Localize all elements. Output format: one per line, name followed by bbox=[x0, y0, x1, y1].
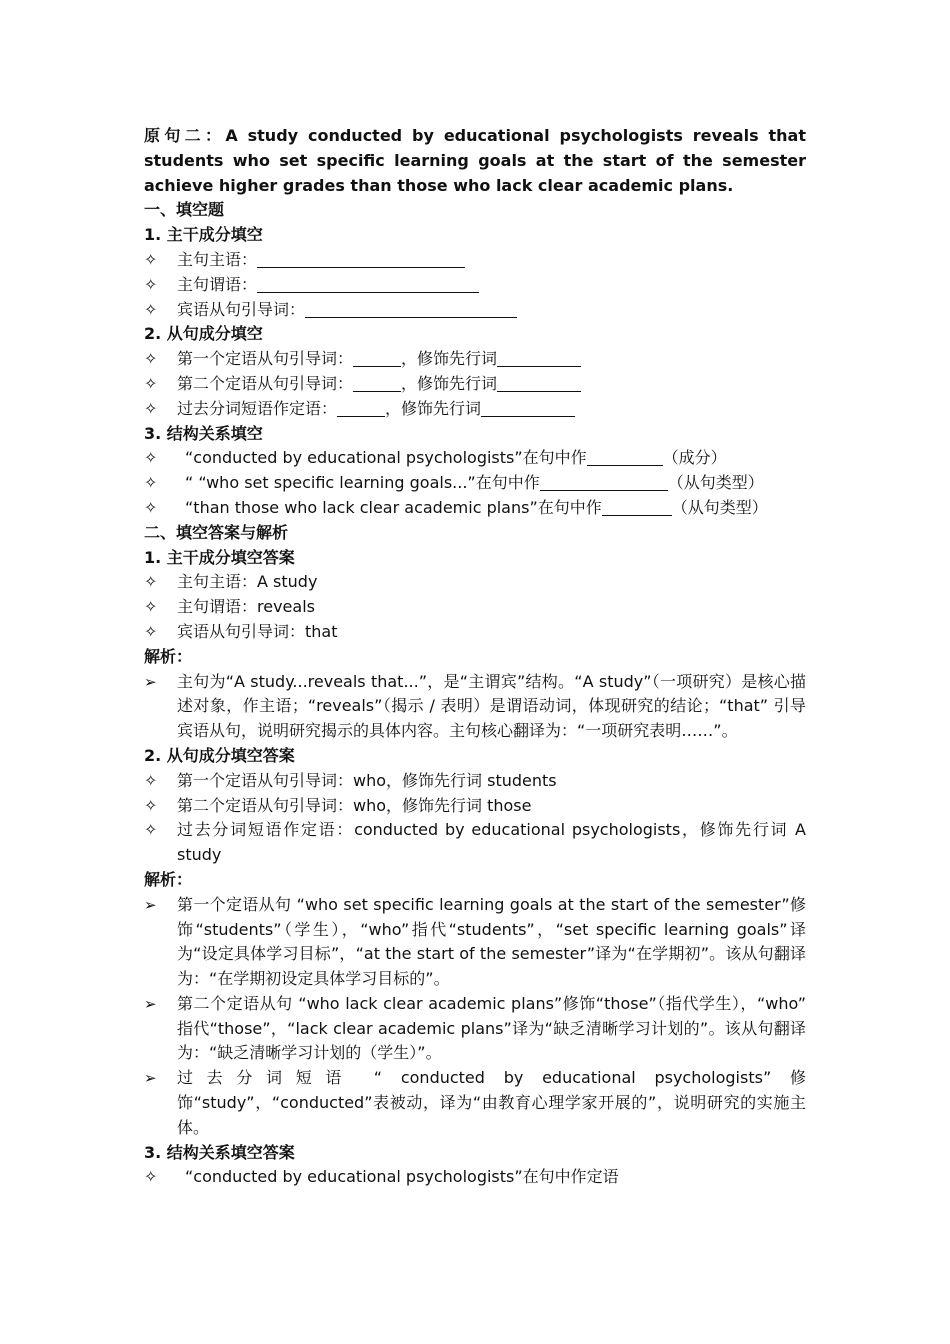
blank-item-label: 第二个定语从句引导词： bbox=[177, 373, 354, 393]
original-sentence-label: 原句二： bbox=[144, 126, 226, 145]
diamond-bullet-icon: ✧ bbox=[144, 621, 158, 641]
diamond-bullet-icon: ✧ bbox=[144, 795, 158, 815]
answer-blank[interactable] bbox=[353, 350, 401, 367]
answer-item bbox=[144, 595, 806, 620]
original-sentence-text: A study conducted by educational psychologists reveals that students who set specific learning goals at the start of the semester achieve higher grades than those who lack clear academic plans. bbox=[144, 126, 806, 195]
analysis-label: 解析： bbox=[144, 646, 193, 666]
blank-item-label: ，修饰先行词 bbox=[385, 398, 482, 418]
blank-item-label: “ “who set specific learning goals...”在句中作 bbox=[185, 473, 540, 493]
diamond-bullet-icon: ✧ bbox=[144, 398, 158, 418]
subheading-main-answers: 1. 主干成分填空答案 bbox=[144, 547, 295, 567]
blank-item-label: 第一个定语从句引导词： bbox=[177, 349, 354, 369]
diamond-bullet-icon: ✧ bbox=[144, 820, 158, 840]
blank-item-label: （从句类型） bbox=[671, 497, 768, 517]
diamond-bullet-icon: ✧ bbox=[144, 572, 158, 592]
answer-blank[interactable] bbox=[305, 301, 517, 318]
answer-text: 过去分词短语作定语：conducted by educational psychologists，修饰先行词 A study bbox=[177, 820, 806, 865]
arrow-bullet-icon: ➢ bbox=[144, 895, 157, 914]
arrow-bullet-icon: ➢ bbox=[144, 1069, 157, 1088]
analysis-text: 第二个定语从句 “who lack clear academic plans”修饰“those”（指代学生），“who” 指代“those”，“lack clear academic plans”译为“缺乏清晰学习计划的”。该从句翻译为：“缺乏清晰学习计划的（学生）”。 bbox=[177, 993, 806, 1063]
answer-blank[interactable] bbox=[587, 449, 663, 466]
answer-item bbox=[144, 818, 806, 868]
analysis-text: 过去分词短语 “ conducted by educational psychologists” 修饰“study”，“conducted”表被动，译为“由教育心理学家开展的”，说明研究的实施主体。 bbox=[177, 1068, 806, 1137]
subheading-structure: 3. 结构关系填空 bbox=[144, 423, 263, 443]
blank-item-first-attributive-clause bbox=[144, 347, 806, 372]
blank-item-second-attributive-clause bbox=[144, 372, 806, 397]
answer-blank[interactable] bbox=[602, 499, 672, 516]
answer-blank[interactable] bbox=[540, 474, 668, 491]
subheading-clause-answers: 2. 从句成分填空答案 bbox=[144, 745, 295, 765]
blank-item-structure-1 bbox=[144, 446, 806, 471]
answer-blank[interactable] bbox=[497, 350, 581, 367]
answer-blank[interactable] bbox=[257, 276, 479, 293]
diamond-bullet-icon: ✧ bbox=[144, 473, 158, 493]
answer-blank[interactable] bbox=[497, 375, 581, 392]
subheading-clause-components: 2. 从句成分填空 bbox=[144, 324, 263, 344]
blank-item-main-predicate bbox=[144, 273, 806, 298]
blank-item-label: “than those who lack clear academic plans”在句中作 bbox=[185, 497, 602, 517]
blank-item-structure-2 bbox=[144, 471, 806, 496]
blank-item-label: ，修饰先行词 bbox=[401, 349, 498, 369]
diamond-bullet-icon: ✧ bbox=[144, 770, 158, 790]
original-sentence bbox=[144, 124, 806, 198]
diamond-bullet-icon: ✧ bbox=[144, 1167, 158, 1187]
answer-text: 宾语从句引导词：that bbox=[177, 621, 338, 641]
analysis-item bbox=[144, 893, 806, 992]
answer-text: 第二个定语从句引导词：who，修饰先行词 those bbox=[177, 795, 532, 815]
blank-item-structure-3 bbox=[144, 496, 806, 521]
analysis-label: 解析： bbox=[144, 869, 193, 889]
answer-text: 主句主语：A study bbox=[177, 572, 318, 592]
blank-item-object-clause-connector bbox=[144, 298, 806, 323]
diamond-bullet-icon: ✧ bbox=[144, 497, 158, 517]
subheading-main-components: 1. 主干成分填空 bbox=[144, 225, 263, 245]
blank-item-label: （从句类型） bbox=[667, 473, 764, 493]
blank-item-label: 主句谓语： bbox=[177, 274, 258, 294]
answer-blank[interactable] bbox=[353, 375, 401, 392]
analysis-item bbox=[144, 1066, 806, 1140]
answer-text: 第一个定语从句引导词：who，修饰先行词 students bbox=[177, 770, 557, 790]
answer-item bbox=[144, 620, 806, 645]
answer-item bbox=[144, 769, 806, 794]
blank-item-label: ，修饰先行词 bbox=[401, 373, 498, 393]
arrow-bullet-icon: ➢ bbox=[144, 672, 157, 691]
analysis-item bbox=[144, 992, 806, 1066]
blank-item-past-participle bbox=[144, 397, 806, 422]
diamond-bullet-icon: ✧ bbox=[144, 274, 158, 294]
blank-item-label: 过去分词短语作定语： bbox=[177, 398, 338, 418]
section-heading-answers: 二、填空答案与解析 bbox=[144, 522, 289, 542]
answer-blank[interactable] bbox=[481, 400, 575, 417]
answer-blank[interactable] bbox=[257, 251, 465, 268]
diamond-bullet-icon: ✧ bbox=[144, 299, 158, 319]
answer-item bbox=[144, 794, 806, 819]
diamond-bullet-icon: ✧ bbox=[144, 373, 158, 393]
diamond-bullet-icon: ✧ bbox=[144, 597, 158, 617]
blank-item-label: （成分） bbox=[662, 448, 727, 468]
blank-item-label: 主句主语： bbox=[177, 249, 258, 269]
section-heading-exercises: 一、填空题 bbox=[144, 200, 225, 220]
answer-text: “conducted by educational psychologists”在句中作定语 bbox=[185, 1167, 619, 1187]
analysis-item bbox=[144, 670, 806, 744]
analysis-text: 主句为“A study...reveals that...”，是“主谓宾”结构。“A study”（一项研究）是核心描述对象，作主语；“reveals”（揭示 / 表明）是谓语动词，体现研究的结论；“that” 引导宾语从句，说明研究揭示的具体内容。主句核心翻译为：“一项研究表明……”。 bbox=[177, 671, 806, 741]
answer-text: 主句谓语：reveals bbox=[177, 597, 315, 617]
diamond-bullet-icon: ✧ bbox=[144, 448, 158, 468]
answer-item bbox=[144, 570, 806, 595]
diamond-bullet-icon: ✧ bbox=[144, 249, 158, 269]
answer-item bbox=[144, 1165, 806, 1190]
subheading-structure-answers: 3. 结构关系填空答案 bbox=[144, 1142, 295, 1162]
arrow-bullet-icon: ➢ bbox=[144, 994, 157, 1013]
diamond-bullet-icon: ✧ bbox=[144, 349, 158, 369]
blank-item-label: “conducted by educational psychologists”在句中作 bbox=[185, 448, 587, 468]
answer-blank[interactable] bbox=[337, 400, 385, 417]
analysis-text: 第一个定语从句 “who set specific learning goals at the start of the semester”修饰“students”（学生），“who”指代“students”，“set specific learning goals”译为“设定具体学习目标”，“at the start of the semester”译为“在学期初”。该从句翻译为：“在学期初设定具体学习目标的”。 bbox=[177, 894, 806, 989]
blank-item-label: 宾语从句引导词： bbox=[177, 299, 306, 319]
blank-item-main-subject bbox=[144, 248, 806, 273]
